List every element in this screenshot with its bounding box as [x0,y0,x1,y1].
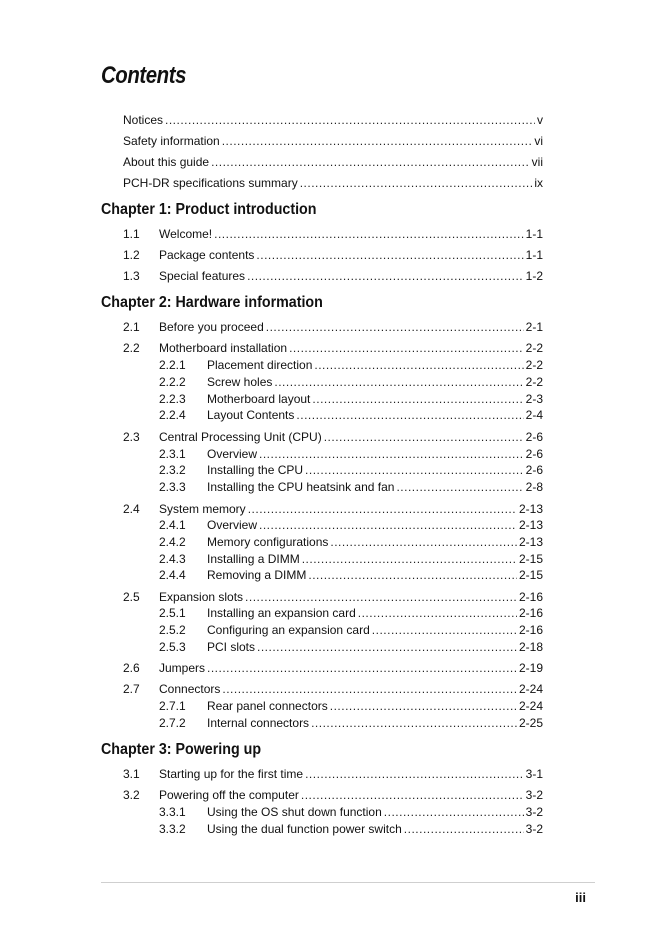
toc-entry-page: 2-15 [518,552,543,566]
toc-entry-number: 2.3 [123,430,140,444]
toc-leader-dots [256,248,523,263]
toc-leader-dots [259,447,524,462]
toc-entry [159,463,543,478]
toc-entry [123,788,543,803]
toc-entry-page: 2-24 [518,699,543,713]
toc-entry-label: Using the OS shut down function [207,805,382,819]
toc-entry-number: 2.4 [123,502,140,516]
toc-entry-label: Jumpers [159,661,206,675]
toc-entry [159,408,543,423]
toc-leader-dots [330,535,517,550]
toc-leader-dots [305,767,524,782]
toc-entry-page: 2-2 [525,358,543,372]
toc-entry-label: Safety information [123,134,220,148]
toc-entry-page: 2-1 [525,320,543,334]
toc-entry-page: 2-18 [518,640,543,654]
toc-leader-dots [266,320,524,335]
toc-entry-label: Installing a DIMM [207,552,300,566]
toc-entry [159,447,543,462]
toc-entry-number: 2.7 [123,682,140,696]
toc-entry [123,155,543,170]
toc-entry [123,248,543,263]
toc-entry [159,552,543,567]
toc-entry-label: Overview [207,447,258,461]
toc-entry-label: Configuring an expansion card [207,623,370,637]
toc-entry [159,640,543,655]
toc-entry-number: 2.6 [123,661,140,675]
chapter-heading: Chapter 3: Powering up [101,741,262,758]
toc-entry [159,805,543,820]
toc-entry-number: 3.3.1 [159,805,186,819]
toc-entry-number: 2.5.2 [159,623,186,637]
toc-entry-number: 2.4.2 [159,535,186,549]
toc-entry [123,341,543,356]
toc-leader-dots [384,805,524,820]
toc-entry-label: PCH-DR specifications summary [123,176,298,190]
toc-entry-number: 2.5 [123,590,140,604]
toc-leader-dots [314,358,523,373]
toc-entry-number: 2.2.3 [159,392,186,406]
toc-entry-label: Memory configurations [207,535,329,549]
toc-leader-dots [222,134,533,149]
toc-leader-dots [396,480,523,495]
toc-leader-dots [330,699,517,714]
toc-entry-label: Powering off the computer [159,788,299,802]
toc-entry-page: 2-4 [525,408,543,422]
toc-entry-number: 2.3.3 [159,480,186,494]
toc-entry-number: 2.2.4 [159,408,186,422]
toc-entry-label: Internal connectors [207,716,310,730]
toc-entry [159,699,543,714]
toc-entry [159,716,543,731]
toc-entry [123,430,543,445]
toc-entry-page: v [537,113,543,127]
toc-entry-page: 2-6 [525,463,543,477]
toc-leader-dots [211,155,530,170]
toc-entry-number: 2.5.3 [159,640,186,654]
toc-entry-number: 2.7.2 [159,716,186,730]
toc-leader-dots [358,606,517,621]
toc-entry-page: 2-19 [518,661,543,675]
toc-entry-page: 2-13 [518,518,543,532]
toc-entry-page: vii [531,155,543,169]
toc-entry-page: 2-13 [518,535,543,549]
toc-leader-dots [245,590,517,605]
toc-entry-page: 3-2 [525,805,543,819]
toc-entry-label: Overview [207,518,258,532]
toc-leader-dots [222,682,517,697]
toc-entry-number: 2.4.3 [159,552,186,566]
toc-entry-number: 3.2 [123,788,140,802]
toc-entry [159,375,543,390]
toc-leader-dots [257,640,517,655]
toc-entry-page: vi [534,134,543,148]
toc-leader-dots [301,788,524,803]
toc-entry-label: Placement direction [207,358,313,372]
toc-leader-dots [296,408,523,423]
toc-leader-dots [289,341,524,356]
toc-entry-page: 2-24 [518,682,543,696]
toc-entry-number: 1.2 [123,248,140,262]
footer-divider [101,882,595,883]
toc-entry-label: Layout Contents [207,408,295,422]
toc-leader-dots [300,176,533,191]
toc-entry-page: 2-25 [518,716,543,730]
toc-entry-number: 3.3.2 [159,822,186,836]
toc-entry-label: Central Processing Unit (CPU) [159,430,322,444]
toc-entry-label: Installing an expansion card [207,606,356,620]
toc-leader-dots [207,661,517,676]
toc-entry-page: 2-6 [525,447,543,461]
toc-entry-number: 2.3.2 [159,463,186,477]
toc-entry [159,518,543,533]
toc-entry [159,568,543,583]
toc-entry-number: 2.2.1 [159,358,186,372]
page-title: Contents [101,62,186,89]
toc-leader-dots [302,552,517,567]
toc-entry-label: Package contents [159,248,255,262]
toc-leader-dots [165,113,535,128]
toc-entry-label: Removing a DIMM [207,568,307,582]
toc-entry-page: 2-15 [518,568,543,582]
toc-leader-dots [274,375,523,390]
toc-entry [159,623,543,638]
toc-entry-label: Connectors [159,682,221,696]
toc-leader-dots [324,430,524,445]
toc-entry-label: System memory [159,502,246,516]
toc-entry-page: 3-1 [525,767,543,781]
toc-leader-dots [247,269,524,284]
toc-leader-dots [305,463,524,478]
toc-entry-label: Installing the CPU heatsink and fan [207,480,395,494]
toc-entry [123,320,543,335]
toc-entry-page: 2-8 [525,480,543,494]
toc-entry-page: 2-6 [525,430,543,444]
toc-entry-number: 1.1 [123,227,140,241]
toc-entry [159,606,543,621]
toc-entry-number: 2.1 [123,320,140,334]
chapter-heading: Chapter 1: Product introduction [101,201,317,218]
toc-entry-number: 1.3 [123,269,140,283]
toc-entry-number: 2.5.1 [159,606,186,620]
toc-entry-page: 2-16 [518,623,543,637]
toc-entry-label: Motherboard installation [159,341,288,355]
toc-entry-page: 2-3 [525,392,543,406]
toc-leader-dots [404,822,524,837]
toc-entry-number: 2.3.1 [159,447,186,461]
toc-entry-label: Welcome! [159,227,213,241]
toc-leader-dots [372,623,517,638]
page-number: iii [575,890,586,905]
toc-entry-label: About this guide [123,155,210,169]
toc-entry-page: 1-1 [525,227,543,241]
toc-entry-page: 2-13 [518,502,543,516]
toc-leader-dots [248,502,517,517]
toc-entry [123,682,543,697]
toc-entry-page: 2-2 [525,375,543,389]
toc-entry [123,767,543,782]
toc-entry-label: Using the dual function power switch [207,822,402,836]
toc-leader-dots [311,716,517,731]
toc-entry [123,269,543,284]
toc-entry [159,392,543,407]
toc-entry-number: 2.4.4 [159,568,186,582]
toc-entry [123,590,543,605]
toc-entry-label: Motherboard layout [207,392,311,406]
toc-entry-page: 2-16 [518,590,543,604]
toc-leader-dots [312,392,523,407]
toc-entry-page: 3-2 [525,822,543,836]
toc-entry-page: 1-1 [525,248,543,262]
toc-entry-page: 3-2 [525,788,543,802]
toc-entry [123,113,543,128]
toc-entry-label: Expansion slots [159,590,244,604]
toc-entry-page: 2-16 [518,606,543,620]
toc-entry-number: 2.7.1 [159,699,186,713]
toc-entry [123,176,543,191]
toc-entry-page: ix [534,176,543,190]
toc-entry [159,822,543,837]
toc-entry-label: Rear panel connectors [207,699,328,713]
toc-leader-dots [259,518,517,533]
toc-entry-label: PCI slots [207,640,256,654]
toc-entry-number: 2.2 [123,341,140,355]
toc-entry-page: 1-2 [525,269,543,283]
toc-leader-dots [308,568,517,583]
toc-entry-number: 2.4.1 [159,518,186,532]
toc-entry [123,134,543,149]
toc-entry [123,661,543,676]
toc-entry-number: 2.2.2 [159,375,186,389]
toc-entry-page: 2-2 [525,341,543,355]
toc-entry-label: Starting up for the first time [159,767,304,781]
toc-entry-label: Screw holes [207,375,273,389]
toc-entry [159,535,543,550]
chapter-heading: Chapter 2: Hardware information [101,294,323,311]
toc-entry [159,358,543,373]
toc-entry-label: Before you proceed [159,320,264,334]
toc-leader-dots [214,227,524,242]
toc-entry-label: Special features [159,269,246,283]
toc-entry-number: 3.1 [123,767,140,781]
toc-entry [123,502,543,517]
toc-entry [123,227,543,242]
toc-entry-label: Notices [123,113,164,127]
toc-entry-label: Installing the CPU [207,463,304,477]
toc-entry [159,480,543,495]
